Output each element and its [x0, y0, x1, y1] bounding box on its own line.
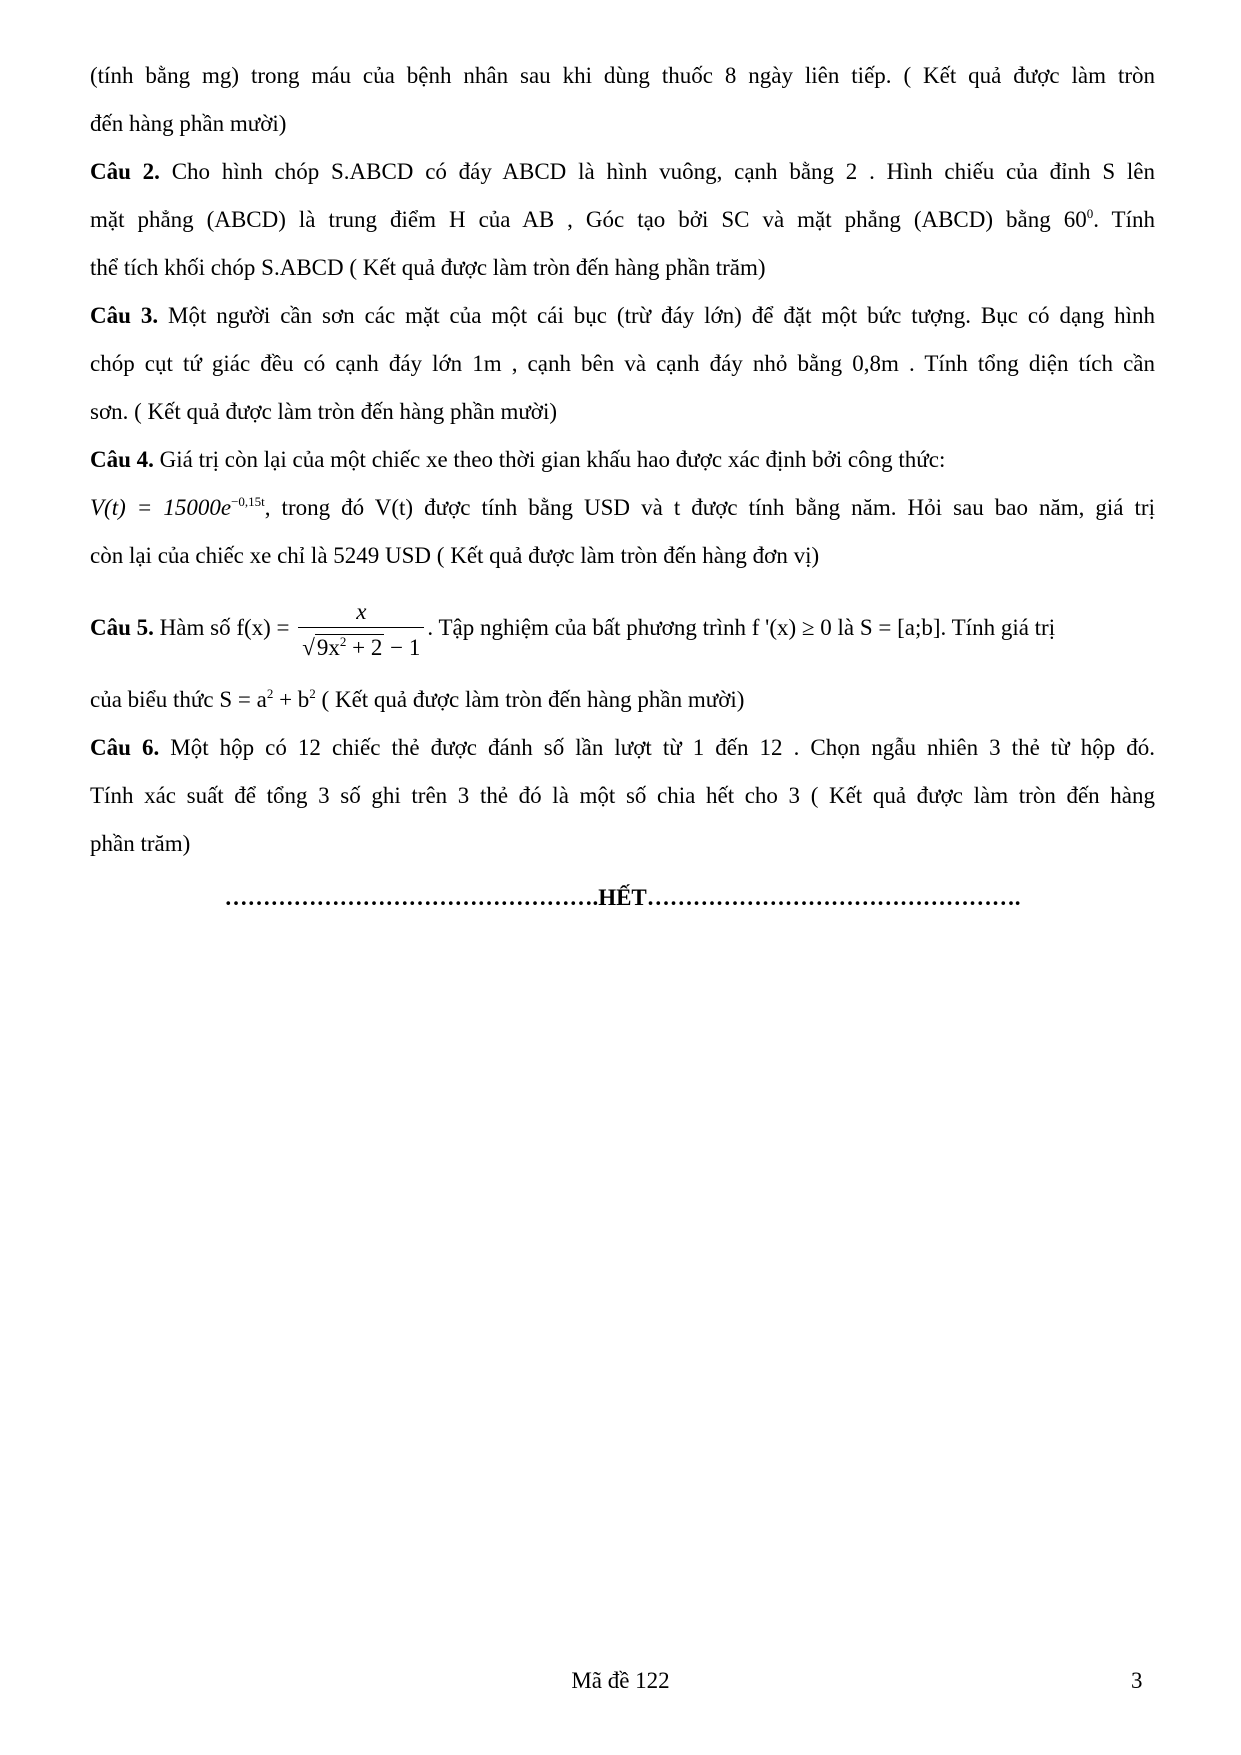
exam-code-footer: Mã đề 122 [571, 1668, 670, 1693]
question-3-text-1: Một người cần sơn các mặt của một cái bục (trừ đáy lớn) để đặt một bức tượng. Bục có dạng hình [158, 303, 1155, 328]
question-4-text-2: , trong đó V(t) được tính bằng USD và t được tính bằng năm. Hỏi sau bao năm, giá trị [264, 495, 1155, 520]
question-2-line-2 [90, 196, 1155, 244]
question-5-fraction [298, 600, 424, 659]
question-2-text-1: Cho hình chóp S.ABCD có đáy ABCD là hình vuông, cạnh bằng 2 . Hình chiếu của đỉnh S lên [159, 159, 1155, 184]
continuation-line-2: đến hàng phần mười) [90, 111, 287, 136]
question-5-line-1 [90, 580, 1155, 676]
question-3 [90, 292, 1155, 436]
question-2-line-1 [90, 148, 1155, 196]
question-5-intro: Hàm số f(x) = [153, 615, 296, 640]
question-6-line-1 [90, 724, 1155, 772]
continuation-paragraph [90, 52, 1155, 148]
question-2-line-3: thể tích khối chóp S.ABCD ( Kết quả được làm tròn đến hàng phần trăm) [90, 255, 766, 280]
question-5-sup-1: 2 [266, 686, 274, 701]
question-5-radicand-sup: 2 [339, 634, 347, 650]
question-6-line-2: Tính xác suất để tổng 3 số ghi trên 3 thẻ đó là một số chia hết cho 3 ( Kết quả được làm tròn đến hàng [90, 783, 1155, 808]
question-2-label: Câu 2. [90, 159, 160, 184]
question-4 [90, 436, 1155, 580]
question-5-text-2b: + b [273, 687, 310, 712]
question-4-line-3: còn lại của chiếc xe chỉ là 5249 USD ( Kết quả được làm tròn đến hàng đơn vị) [90, 543, 820, 568]
question-4-line-1 [90, 436, 1155, 484]
question-5 [90, 580, 1155, 724]
question-2 [90, 148, 1155, 292]
question-5-rest: . Tập nghiệm của bất phương trình f '(x) ≥ 0 là S = [a;b]. Tính giá trị [427, 615, 1056, 640]
question-5-text-2c: ( Kết quả được làm tròn đến hàng phần mười) [315, 687, 745, 712]
question-2-degree-sup: 0 [1086, 206, 1094, 221]
question-6-label: Câu 6. [90, 735, 160, 760]
question-5-text-2a: của biểu thức S = a [90, 687, 267, 712]
question-3-line-1 [90, 292, 1155, 340]
question-5-radicand-a: 9x [316, 635, 340, 661]
question-3-line-3: sơn. ( Kết quả được làm tròn đến hàng phần mười) [90, 399, 558, 424]
question-3-line-2: chóp cụt tứ giác đều có cạnh đáy lớn 1m , cạnh bên và cạnh đáy nhỏ bằng 0,8m . Tính tổng diện tích cần [90, 351, 1155, 376]
question-5-numerator: x [298, 600, 424, 628]
question-5-radicand-b: + 2 [346, 635, 383, 661]
question-4-line-2 [90, 484, 1155, 532]
question-5-denominator-tail: − 1 [384, 635, 421, 661]
question-2-text-2b: . Tính [1093, 207, 1155, 232]
end-marker: ………………………………………….HẾT…………………………………………. [224, 885, 1021, 910]
page-number: 3 [1131, 1668, 1143, 1693]
question-4-exponent: −0,15t [231, 494, 265, 509]
sqrt-icon: √ [302, 635, 315, 661]
question-6 [90, 724, 1155, 868]
question-4-text-1: Giá trị còn lại của một chiếc xe theo thời gian khấu hao được xác định bởi công thức: [153, 447, 946, 472]
question-5-denominator [298, 628, 424, 659]
question-6-text-1: Một hộp có 12 chiếc thẻ được đánh số lần lượt từ 1 đến 12 . Chọn ngẫu nhiên 3 thẻ từ hộp đó. [159, 735, 1155, 760]
question-5-radicand [315, 634, 384, 659]
exam-page-content [90, 52, 1155, 922]
question-5-line-2 [90, 676, 1155, 724]
question-2-text-2a: mặt phẳng (ABCD) là trung điểm H của AB , Góc tạo bởi SC và mặt phẳng (ABCD) bằng 60 [90, 207, 1087, 232]
question-3-label: Câu 3. [90, 303, 159, 328]
continuation-line-1: (tính bằng mg) trong máu của bệnh nhân sau khi dùng thuốc 8 ngày liên tiếp. ( Kết quả được làm tròn [90, 63, 1155, 88]
question-5-sup-2: 2 [309, 686, 316, 701]
question-6-line-3: phần trăm) [90, 831, 191, 856]
question-4-formula: V(t) = 15000e [90, 495, 232, 520]
question-5-label: Câu 5. [90, 615, 154, 640]
question-4-label: Câu 4. [90, 447, 154, 472]
